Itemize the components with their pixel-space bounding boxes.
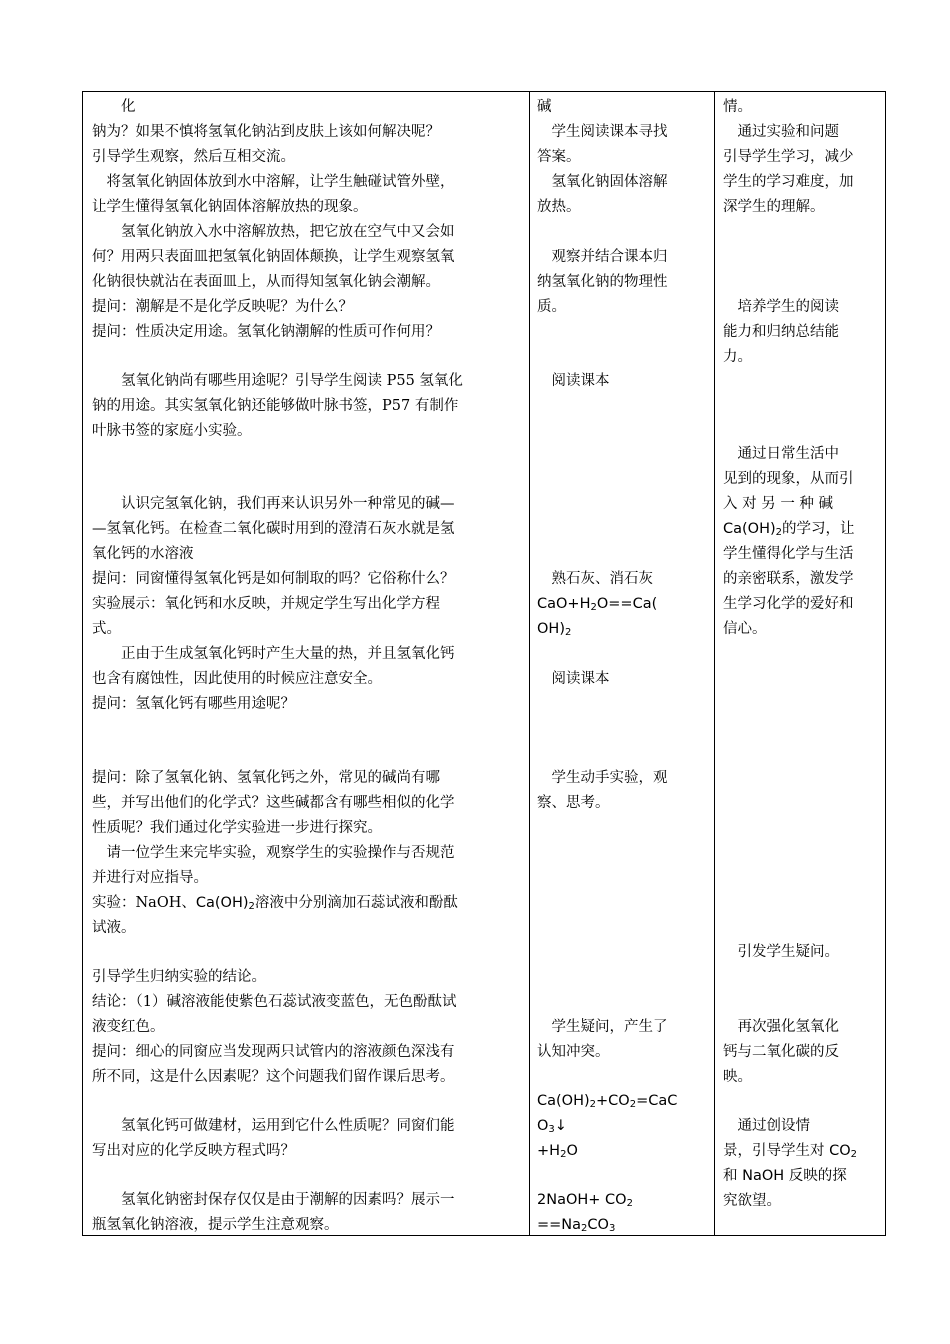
column-divider-2	[714, 92, 715, 1235]
text-line: 钙与二氧化碳的反	[723, 1044, 839, 1060]
text-line: 引导学生归纳实验的结论。	[92, 969, 266, 985]
chem-formula: Ca(OH)	[195, 895, 249, 911]
text-line: 叶脉书签的家庭小实验。	[92, 423, 252, 439]
text-line: 认识完氢氧化钠，我们再来认识另外一种常见的碱—	[92, 496, 455, 512]
text-line: 学生动手实验，观	[537, 770, 668, 786]
subscript: 2	[581, 1223, 588, 1234]
text-line: 氢氧化钠密封保存仅仅是由于潮解的因素吗？展示一	[92, 1192, 455, 1208]
text-run: ↓	[554, 1118, 567, 1134]
text-run: 景，引导学生对	[723, 1143, 830, 1159]
chem-formula: NaOH	[742, 1168, 785, 1184]
text-line: 纳氢氧化钠的物理性	[537, 274, 668, 290]
subscript: 2	[248, 901, 255, 912]
text-run: Ca(OH)	[537, 1093, 590, 1109]
text-line: 化	[92, 99, 136, 115]
text-line: 培养学生的阅读	[723, 299, 839, 315]
text-run: O	[537, 1118, 549, 1134]
text-line: 质。	[537, 299, 566, 315]
text-line: 通过实验和问题	[723, 124, 839, 140]
text-line: 见到的现象，从而引	[723, 471, 854, 487]
subscript: 2	[850, 1149, 858, 1160]
chem-formula: CO	[829, 1143, 851, 1159]
text-line: 究欲望。	[723, 1193, 781, 1209]
equation-line	[537, 1089, 705, 1114]
text-line: 引导学生学习，减少	[723, 149, 854, 165]
subscript: 2	[589, 1099, 597, 1110]
text-line: 何？用两只表面皿把氢氧化钠固体颠换，让学生观察氢氧	[92, 249, 455, 265]
text-line: 提问：性质决定用途。氢氧化钠潮解的性质可作何用？	[92, 324, 440, 340]
subscript: 3	[608, 1223, 616, 1234]
text-line: 的亲密联系，激发学	[723, 571, 854, 587]
text-line: 液变红色。	[92, 1019, 165, 1035]
text-line: 将氢氧化钠固体放到水中溶解，让学生触碰试管外壁，	[92, 174, 455, 190]
subscript: 2	[629, 1099, 637, 1110]
text-line: 熟石灰、消石灰	[537, 571, 653, 587]
text-run: 实验：NaOH、	[92, 895, 196, 911]
subscript: 2	[564, 627, 572, 638]
text-line: 学生阅读课本寻找	[537, 124, 668, 140]
text-run: +CO	[596, 1093, 630, 1109]
subscript: 2	[626, 1198, 633, 1209]
subscript: 2	[560, 1149, 567, 1160]
text-run: ==Na	[537, 1217, 582, 1233]
text-line: 情。	[723, 99, 752, 115]
text-run: CaO+H	[537, 596, 591, 612]
text-line: 通过日常生活中	[723, 446, 839, 462]
text-line	[723, 1164, 878, 1189]
text-line	[92, 891, 522, 916]
text-run: OH)	[537, 621, 565, 637]
column-divider-1	[529, 92, 530, 1235]
text-line: 能力和归纳总结能	[723, 324, 839, 340]
text-line: 信心。	[723, 621, 767, 637]
text-line: 结论：（1）碱溶液能使紫色石蕊试液变蓝色，无色酚酞试	[92, 994, 457, 1010]
text-line: 通过创设情	[723, 1118, 810, 1134]
text-line: 让学生懂得氢氧化钠固体溶解放热的现象。	[92, 199, 368, 215]
text-run: 反映的探	[784, 1168, 847, 1184]
text-line: 察、思考。	[537, 795, 610, 811]
text-line: 瓶氢氧化钠溶液，提示学生注意观察。	[92, 1217, 339, 1233]
equation-line	[537, 1114, 705, 1139]
text-line: 阅读课本	[537, 373, 610, 389]
text-line: 式。	[92, 621, 121, 637]
text-line: 提问：细心的同窗应当发现两只试管内的溶液颜色深浅有	[92, 1044, 455, 1060]
equation-line	[537, 1139, 705, 1164]
text-line: 化钠很快就沾在表面皿上，从而得知氢氧化钠会潮解。	[92, 274, 440, 290]
text-line: 深学生的理解。	[723, 199, 825, 215]
text-line: 提问：除了氢氧化钠、氢氧化钙之外，常见的碱尚有哪	[92, 770, 440, 786]
subscript: 2	[590, 602, 597, 613]
text-line: 性质呢？我们通过化学实验进一步进行探究。	[92, 820, 382, 836]
text-line: 些，并写出他们的化学式？这些碱都含有哪些相似的化学	[92, 795, 455, 811]
text-line: 氢氧化钠固体溶解	[537, 174, 668, 190]
text-line: 氢氧化钙可做建材，运用到它什么性质呢？同窗们能	[92, 1118, 455, 1134]
text-line: 碱	[537, 99, 552, 115]
text-line: 并进行对应指导。	[92, 870, 208, 886]
text-line: 映。	[723, 1069, 752, 1085]
text-line: 正由于生成氢氧化钙时产生大量的热，并且氢氧化钙	[92, 646, 455, 662]
text-line: 也含有腐蚀性，因此使用的时候应注意安全。	[92, 671, 382, 687]
text-run: +H	[537, 1143, 561, 1159]
equation-line	[537, 1213, 705, 1238]
text-run: 和	[723, 1168, 743, 1184]
text-line	[723, 517, 878, 542]
text-line: 提问：潮解是不是化学反映呢？为什么？	[92, 299, 353, 315]
text-line: 放热。	[537, 199, 581, 215]
text-line: 认知冲突。	[537, 1044, 610, 1060]
text-line: 引导学生观察，然后互相交流。	[92, 149, 295, 165]
text-line: 请一位学生来完毕实验，观察学生的实验操作与否规范	[92, 845, 455, 861]
text-line: 氢氧化钠尚有哪些用途呢？引导学生阅读 P55 氢氧化	[92, 373, 463, 389]
text-line: 实验展示：氧化钙和水反映，并规定学生写出化学方程	[92, 596, 440, 612]
text-line: 学生的学习难度，加	[723, 174, 854, 190]
text-line: —氢氧化钙。在检查二氧化碳时用到的澄清石灰水就是氢	[92, 521, 455, 537]
text-line: 氧化钙的水溶液	[92, 546, 194, 562]
text-run: 2NaOH+ CO	[537, 1192, 627, 1208]
text-run: 溶液中分别滴加石蕊试液和酚酞	[254, 895, 458, 911]
equation-line	[537, 1188, 705, 1213]
text-line: 引发学生疑问。	[723, 944, 839, 960]
text-line: 入 对 另 一 种 碱	[723, 496, 834, 512]
text-line: 写出对应的化学反映方程式吗？	[92, 1143, 295, 1159]
text-line: 答案。	[537, 149, 581, 165]
text-run: O	[566, 1143, 578, 1159]
text-run: =CaC	[636, 1093, 678, 1109]
subscript: 2	[775, 527, 783, 538]
text-line	[723, 1139, 878, 1164]
text-line: 提问：同窗懂得氢氧化钙是如何制取的吗？它俗称什么？	[92, 571, 455, 587]
text-line: 钠为？如果不慎将氢氧化钠沾到皮肤上该如何解决呢？	[92, 124, 440, 140]
text-line: 观察并结合课本归	[537, 249, 668, 265]
text-line: 生学习化学的爱好和	[723, 596, 854, 612]
text-line: 阅读课本	[537, 671, 610, 687]
text-run: CO	[587, 1217, 609, 1233]
equation-line	[537, 617, 705, 642]
lesson-plan-table	[82, 91, 886, 1236]
text-line: 提问：氢氧化钙有哪些用途呢？	[92, 696, 295, 712]
subscript: 3	[548, 1124, 555, 1135]
text-run: O==Ca(	[596, 596, 658, 612]
text-line: 学生懂得化学与生活	[723, 546, 854, 562]
chem-formula: Ca(OH)	[723, 521, 776, 537]
text-line: 试液。	[92, 920, 136, 936]
text-run: 的学习，让	[782, 521, 855, 537]
text-line: 氢氧化钠放入水中溶解放热，把它放在空气中又会如	[92, 224, 455, 240]
text-line: 再次强化氢氧化	[723, 1019, 839, 1035]
text-line: 所不同，这是什么因素呢？这个问题我们留作课后思考。	[92, 1069, 455, 1085]
equation-line	[537, 592, 705, 617]
text-line: 学生疑问，产生了	[537, 1019, 668, 1035]
text-line: 钠的用途。其实氢氧化钠还能够做叶脉书签，P57 有制作	[92, 398, 459, 414]
text-line: 力。	[723, 349, 752, 365]
